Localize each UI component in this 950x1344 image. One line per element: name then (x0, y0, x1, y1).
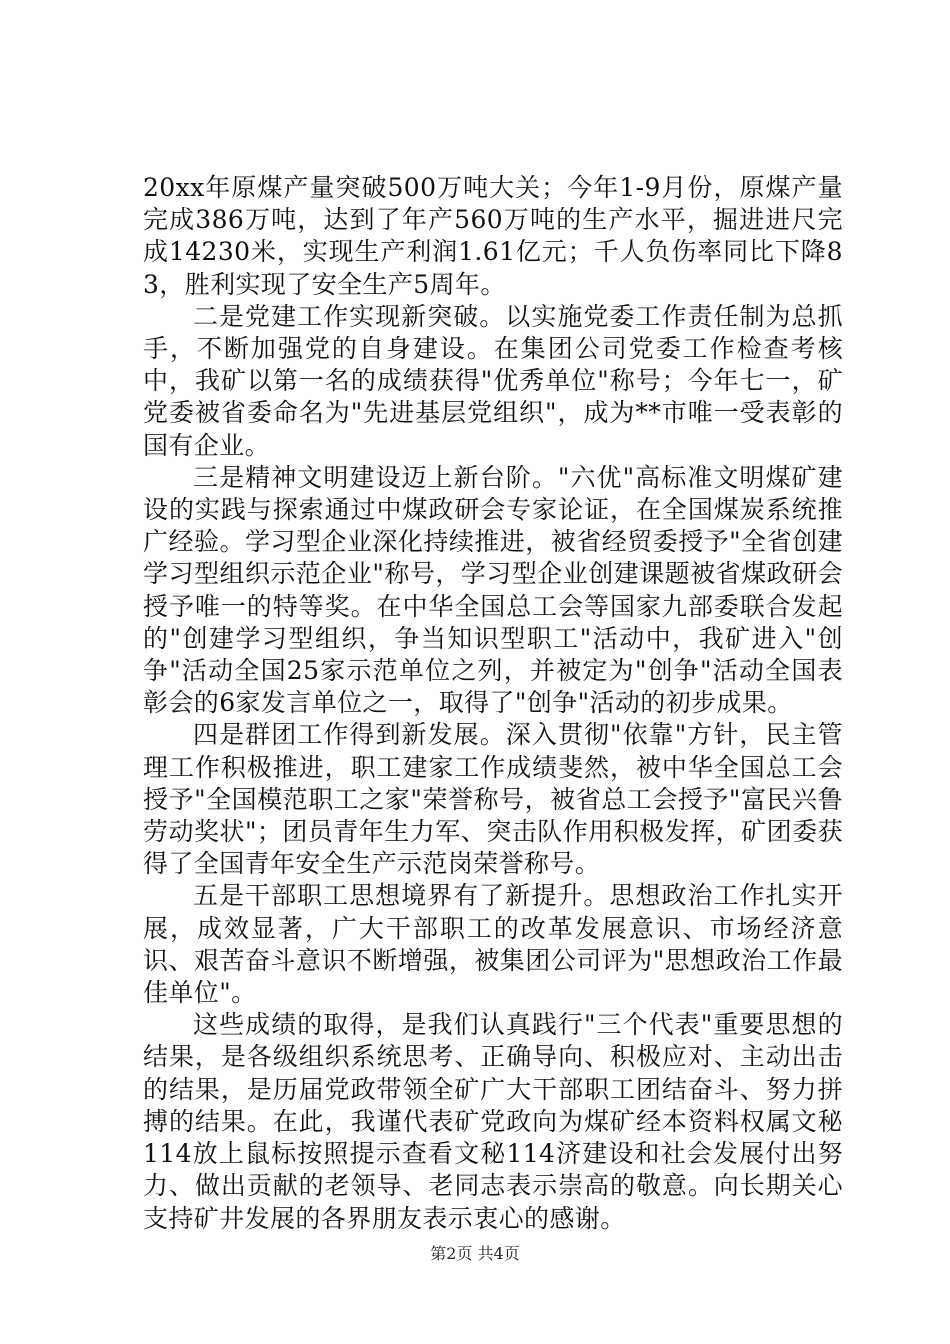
paragraph-party-building: 二是党建工作实现新突破。以实施党委工作责任制为总抓手，不断加强党的自身建设。在集团公司党委工作检查考核中，我矿以第一名的成绩获得"优秀单位"称号；今年七一，矿党委被省委命名为"先进基层党组织"，成为**市唯一受表彰的国有企业。 (143, 301, 843, 460)
paragraph-ideological-improvement: 五是干部职工思想境界有了新提升。思想政治工作扎实开展，成效显著，广大干部职工的改革发展意识、市场经济意识、艰苦奋斗意识不断增强，被集团公司评为"思想政治工作最佳单位"。 (143, 881, 843, 1008)
page-number-footer: 第2页 共4页 (430, 1244, 520, 1263)
paragraph-mass-organizations: 四是群团工作得到新发展。深入贯彻"依靠"方针，民主管理工作积极推进，职工建家工作成绩斐然，被中华全国总工会授予"全国模范职工之家"荣誉称号，被省总工会授予"富民兴鲁劳动奖状"；团员青年生力军、突击队作用积极发挥，矿团委获得了全国青年安全生产示范岗荣誉称号。 (143, 720, 843, 879)
paragraph-acknowledgements: 这些成绩的取得，是我们认真践行"三个代表"重要思想的结果，是各级组织系统思考、正确导向、积极应对、主动出击的结果，是历届党政带领全矿广大干部职工团结奋斗、努力拼搏的结果。在此，我谨代表矿党政向为煤矿经本资料权属文秘114放上鼠标按照提示查看文秘114济建设和社会发展付出努力、做出贡献的老领导、老同志表示崇高的敬意。向长期关心支持矿井发展的各界朋友表示衷心的感谢。 (143, 1010, 843, 1233)
paragraph-spiritual-civilization: 三是精神文明建设迈上新台阶。"六优"高标准文明煤矿建设的实践与探索通过中煤政研会专家论证，在全国煤炭系统推广经验。学习型企业深化持续推进，被省经贸委授予"全省创建学习型组织示范企业"称号，学习型企业创建课题被省煤政研会授予唯一的特等奖。在中华全国总工会等国家九部委联合发起的"创建学习型组织，争当知识型职工"活动中，我矿进入"创争"活动全国25家示范单位之列，并被定为"创争"活动全国表彰会的6家发言单位之一，取得了"创争"活动的初步成果。 (143, 462, 843, 718)
paragraph-production-summary: 20xx年原煤产量突破500万吨大关；今年1-9月份，原煤产量完成386万吨，达到了年产560万吨的生产水平，掘进进尺完成14230米，实现生产利润1.61亿元；千人负伤率同比下降83，胜利实现了安全生产5周年。 (143, 173, 843, 299)
document-body (143, 172, 843, 1235)
